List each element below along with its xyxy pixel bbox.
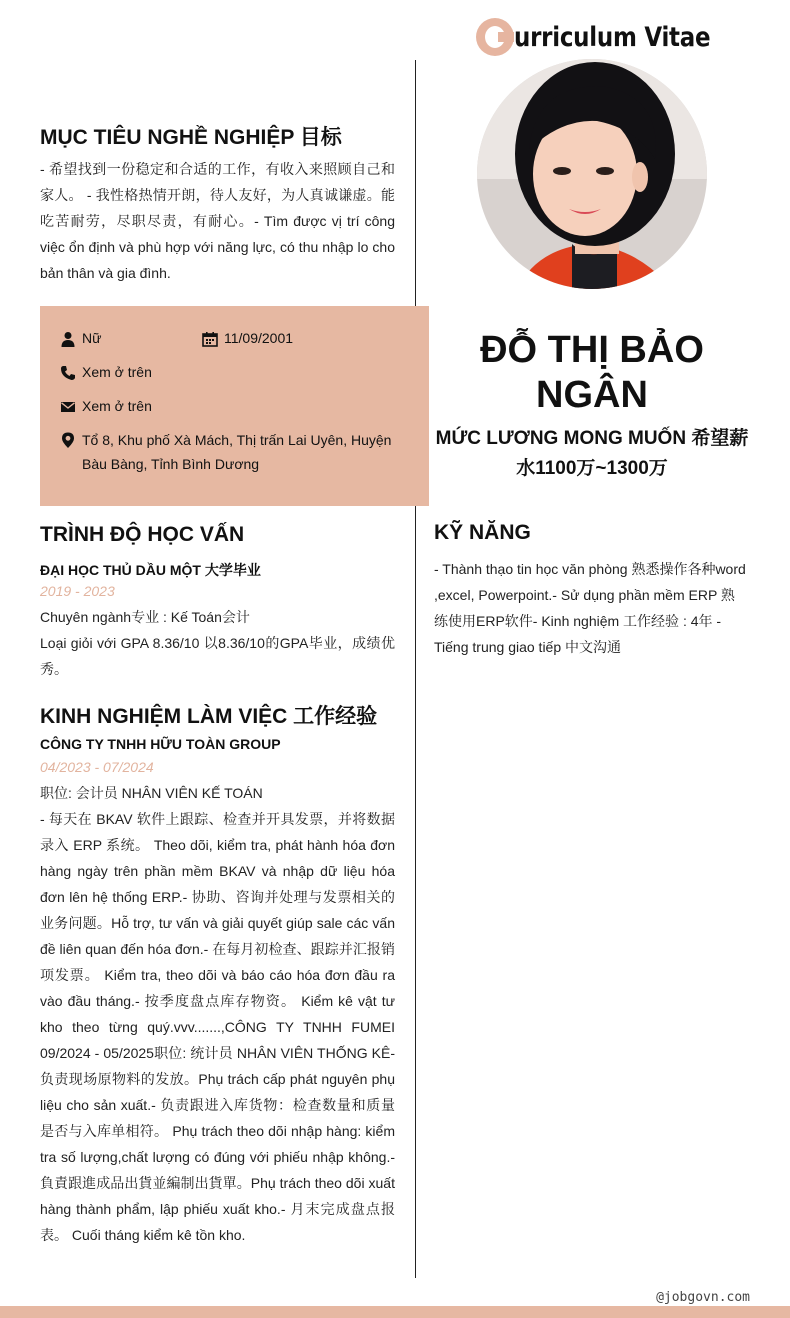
school-name: ĐẠI HỌC THỦ DẦU MỘT 大学毕业 [40, 562, 261, 578]
objective-text: - 希望找到一份稳定和合适的工作，有收入来照顾自己和家人。 - 我性格热情开朗，待人友好，为人真诚谦虚。能吃苦耐劳，尽职尽责，有耐心。- Tìm được vị trí công việc ổn định và phù hợp với năng lực, có thu nhập lo cho bản thân và gia đình. [40, 161, 395, 281]
dob-row [202, 330, 293, 348]
calendar-icon [202, 330, 220, 348]
cv-logo [476, 16, 745, 58]
skills-text: - Thành thạo tin học văn phòng 熟悉操作各种word ,excel, Powerpoint.- Sử dụng phần mềm ERP 熟练使用ERP软件- Kinh nghiệm 工作经验 : 4年 - Tiếng trung giao tiếp 中文沟通 [434, 561, 746, 655]
portrait-image [477, 59, 707, 289]
envelope-icon [60, 398, 78, 416]
education-grade: Loại giỏi với GPA 8.36/10 以8.36/10的GPA毕业，成绩优秀。 [40, 635, 395, 677]
experience-position: 职位: 会计员 NHÂN VIÊN KẾ TOÁN [40, 785, 263, 801]
person-icon [60, 330, 78, 348]
gender-row [60, 330, 101, 348]
gender-value: Nữ [82, 330, 102, 346]
address-row [60, 428, 400, 476]
education-major: Chuyên ngành专业 : Kế Toán会计 [40, 609, 250, 625]
phone-row [60, 364, 152, 382]
column-divider [415, 60, 416, 1278]
phone-value: Xem ở trên [82, 364, 152, 380]
dob-value: 11/09/2001 [224, 330, 294, 346]
site-watermark: @jobgovn.com [656, 1290, 750, 1305]
phone-icon [60, 364, 78, 382]
experience-title: KINH NGHIỆM LÀM VIỆC 工作经验 [40, 705, 378, 728]
location-pin-icon [60, 431, 78, 449]
contact-info-box [40, 306, 429, 506]
skills-title: KỸ NĂNG [434, 521, 531, 544]
experience-dates: 04/2023 - 07/2024 [40, 759, 154, 775]
logo-c-icon [476, 18, 514, 56]
education-title: TRÌNH ĐỘ HỌC VẤN [40, 523, 245, 546]
email-value: Xem ở trên [82, 398, 152, 414]
profile-photo [477, 59, 707, 289]
expected-salary: MỨC LƯƠNG MONG MUỐN 希望薪水1100万~1300万 [435, 428, 749, 479]
logo-text: urriculum Vitae [514, 21, 711, 53]
email-row [60, 398, 152, 416]
footer-bar [0, 1306, 790, 1318]
education-dates: 2019 - 2023 [40, 583, 115, 599]
objective-title: MỤC TIÊU NGHỀ NGHIỆP 目标 [40, 126, 342, 149]
experience-description: - 每天在 BKAV 软件上跟踪、检查并开具发票，并将数据录入 ERP 系统。 Theo dõi, kiểm tra, phát hành hóa đơn hàng ngày trên phần mềm BKAV và nhập dữ liệu hóa đơn lên hệ thống ERP.- 协助、咨询并处理与发票相关的业务问题。Hỗ trợ, tư vấn và giải quyết giúp sale các vấn đề liên quan đến hóa đơn.- 在每月初检查、跟踪并汇报销项发票。 Kiểm tra, theo dõi và báo cáo hóa đơn đầu ra vào đầu tháng.- 按季度盘点库存物资。 Kiểm kê vật tư kho theo từng quý.vvv.......,CÔNG TY TNHH FUMEI 09/2024 - 05/2025职位: 统计员 NHÂN VIÊN THỐNG KÊ- 负责现场原物料的发放。Phụ trách cấp phát nguyên phụ liệu cho sản xuất.- 负责跟进入库货物：检查数量和质量是否与入库单相符。 Phụ trách theo dõi nhập hàng: kiểm tra số lượng,chất lượng có đúng với phiếu nhập không.- 負責跟進成品出貨並編制出貨單。Phụ trách theo dõi xuất hàng thành phẩm, lập phiếu xuất kho.- 月末完成盘点报表。 Cuối tháng kiểm kê tồn kho. [40, 811, 395, 1243]
address-value: Tổ 8, Khu phố Xà Mách, Thị trấn Lai Uyên, Huyện Bàu Bàng, Tỉnh Bình Dương [82, 432, 392, 472]
company-name: CÔNG TY TNHH HỮU TOÀN GROUP [40, 736, 281, 752]
candidate-name: ĐỖ THỊ BẢO NGÂN [480, 329, 704, 416]
